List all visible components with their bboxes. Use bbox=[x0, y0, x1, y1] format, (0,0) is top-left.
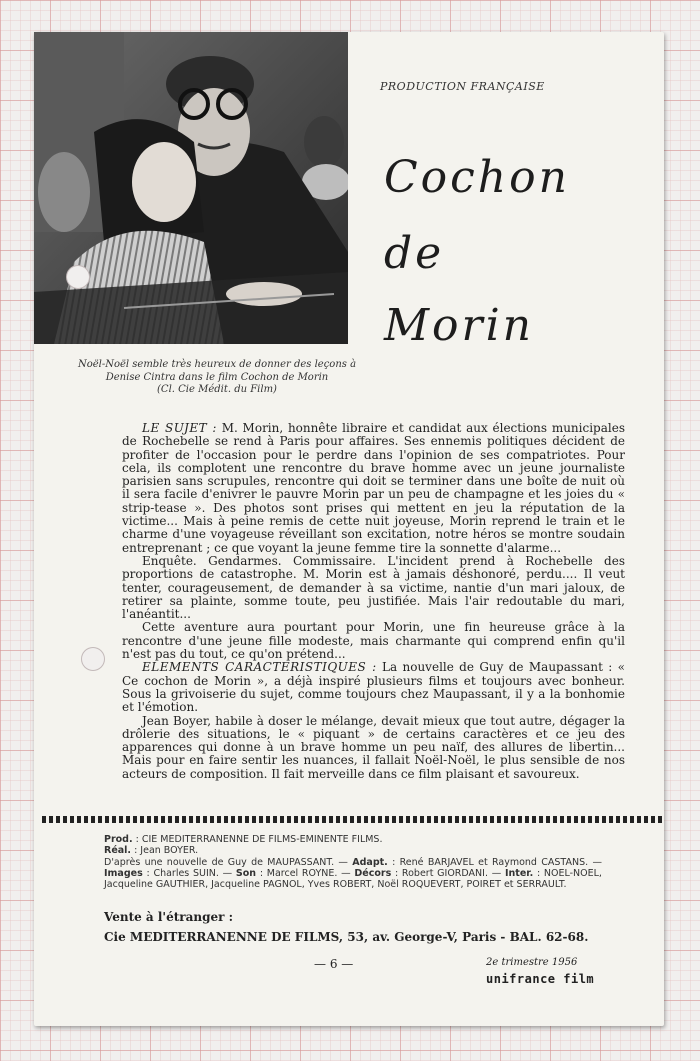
elements-heading: ELEMENTS CARACTERISTIQUES : bbox=[142, 660, 377, 675]
credit-prod: Prod. : CIE MEDITERRANENNE DE FILMS-EMINENTE FILMS. bbox=[104, 834, 383, 845]
credit-real: Réal. : Jean BOYER. bbox=[104, 845, 199, 857]
caption-credit: (Cl. Cie Médit. du Film) bbox=[157, 384, 277, 395]
elements-text-1: La nouvelle de Guy de Maupassant : « Ce cochon de Morin », a déjà inspiré plusieurs films et toujours avec bonheur. Sous la grivoiserie du sujet, comme toujours chez Maupassant, il y a la bonhomie et l'émotion. bbox=[122, 660, 625, 715]
production-label: PRODUCTION FRANÇAISE bbox=[380, 80, 545, 93]
credit-team: D'après une nouvelle de Guy de MAUPASSANT. — Adapt. : René BARJAVEL et Raymond CASTANS. — Images : Charles SUIN. — Son : Marcel ROYNE. — Décors : Robert GIORDANI. — Inter. : NOEL-NOEL, Jacqueline GAUTHIER, Jacqueline PAGNOL, Yves ROBERT, Noël ROQUEVERT, POIRET et SERRAULT. bbox=[104, 856, 602, 891]
synopsis-text-1: M. Morin, honnête libraire et candidat aux élections municipales de Rochebelle se rend à Paris pour affaires. Ses ennemis politiques décident de profiter de l'occasion pour le perdre dans l'opinion de ses compatriotes. Pour cela, ils complotent une rencontre du brave homme avec un jeune journaliste parisien sans scrupules, rencontre qui doit se terminer dans une boîte de nuit où il sera facile d'enivrer le pauvre Morin par un peu de champagne et les joies du « strip-tease ». Des photos sont prises qui mettent en jeu la réputation de la victime... Mais à peine remis de cette nuit joyeuse, Morin reprend le train et le charme d'une voyageuse réveillant son excitation, notre héros se montre soudain entreprenant ; ce que voyant la jeune femme tire la sonnette d'alarme... bbox=[122, 421, 625, 555]
caption-text: Noël-Noël semble très heureux de donner des leçons à Denise Cintra dans le film Cochon de Morin bbox=[77, 359, 357, 383]
punch-hole-top bbox=[66, 265, 90, 289]
synopsis-heading: LE SUJET : bbox=[142, 421, 217, 435]
dashed-divider bbox=[42, 816, 662, 823]
foreign-sales-company: Cie MEDITERRANENNE DE FILMS, 53, av. George-V, Paris - BAL. 62-68. bbox=[104, 930, 589, 944]
film-title-line-1: Cochon bbox=[384, 152, 570, 203]
punch-hole-bottom bbox=[81, 647, 105, 671]
elements-paragraph-1 bbox=[122, 661, 625, 714]
film-title-line-3: Morin bbox=[384, 300, 534, 351]
foreign-sales-heading: Vente à l'étranger : bbox=[104, 910, 234, 924]
photo-caption bbox=[74, 359, 360, 397]
film-title-line-2: de bbox=[384, 228, 445, 279]
page-number: — 6 — bbox=[314, 957, 354, 971]
synopsis-paragraph-2: Enquête. Gendarmes. Commissaire. L'incident prend à Rochebelle des proportions de catastrophe. M. Morin est à jamais déshonoré, perdu.... Il veut tenter, courageusement, de demander à sa victime, nantie d'un mari jaloux, de retirer sa plainte, somme toute, peu justifiée. Mais l'air redoutable du mari, l'anéantit... bbox=[122, 553, 625, 622]
document-page bbox=[34, 32, 664, 1026]
article-body bbox=[122, 422, 625, 781]
film-credits bbox=[104, 834, 602, 890]
synopsis-paragraph-3: Cette aventure aura pourtant pour Morin, une fin heureuse grâce à la rencontre d'une jeune fille modeste, mais charmante qui comprend enfin qu'il n'est pas du tout, ce qu'on prétend... bbox=[122, 620, 625, 662]
elements-paragraph-2: Jean Boyer, habile à doser le mélange, devait mieux que tout autre, dégager la drôlerie des situations, le « piquant » de certains caractères et ce jeu des apparences qui donne à un brave homme un peu naïf, des allures de libertin... Mais pour en faire sentir les nuances, il fallait Noël-Noël, le plus sensible de nos acteurs de composition. Il fait merveille dans ce film plaisant et savoureux. bbox=[122, 713, 625, 781]
synopsis-paragraph-1 bbox=[122, 422, 625, 555]
trimestre-label: 2e trimestre 1956 bbox=[486, 957, 578, 968]
film-still-photo bbox=[34, 32, 348, 344]
film-still-image bbox=[34, 32, 348, 344]
unifrance-brand: unifrance film bbox=[486, 972, 595, 986]
